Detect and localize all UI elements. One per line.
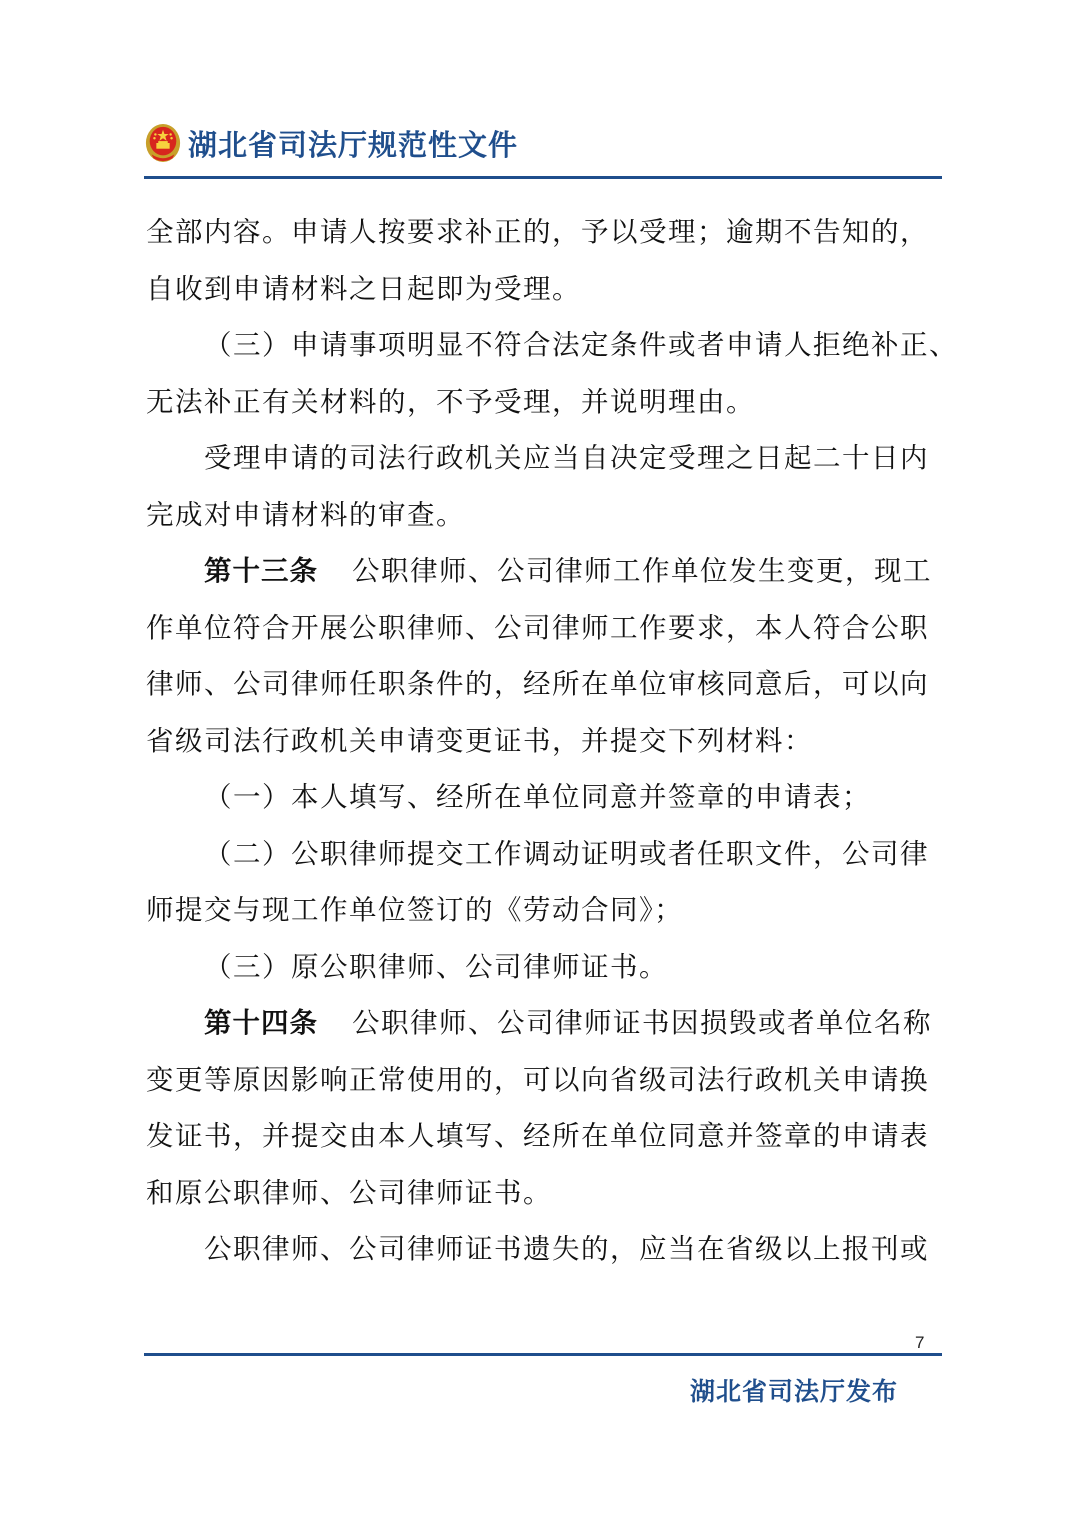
article-13-heading: 第十三条 bbox=[204, 555, 318, 587]
body-line: （三）原公职律师、公司律师证书。 bbox=[204, 950, 668, 983]
article-14-text: 公职律师、公司律师证书因损毁或者单位名称 bbox=[352, 1007, 932, 1039]
body-line: 无法补正有关材料的，不予受理，并说明理由。 bbox=[146, 385, 755, 418]
body-line: 作单位符合开展公职律师、公司律师工作要求，本人符合公职 bbox=[146, 611, 929, 644]
document-body bbox=[146, 204, 958, 1278]
footer-divider bbox=[144, 1353, 942, 1356]
body-line: 发证书，并提交由本人填写、经所在单位同意并签章的申请表 bbox=[146, 1120, 929, 1152]
body-line: 公职律师、公司律师证书遗失的，应当在省级以上报刊或 bbox=[204, 1233, 929, 1265]
header-divider bbox=[144, 176, 942, 179]
body-line: （二）公职律师提交工作调动证明或者任职文件，公司律 bbox=[204, 837, 929, 870]
body-line: 完成对申请材料的审查。 bbox=[146, 498, 465, 531]
page-number: 7 bbox=[915, 1333, 925, 1352]
body-line: （三）申请事项明显不符合法定条件或者申请人拒绝补正、 bbox=[204, 329, 958, 361]
body-line: 全部内容。申请人按要求补正的，予以受理；逾期不告知的， bbox=[146, 216, 929, 248]
footer-publisher: 湖北省司法厅发布 bbox=[690, 1377, 899, 1406]
national-emblem-icon bbox=[144, 122, 182, 164]
document-header bbox=[144, 118, 518, 168]
article-13-line bbox=[146, 543, 936, 600]
article-13-text: 公职律师、公司律师工作单位发生变更，现工 bbox=[352, 555, 932, 587]
body-line: 律师、公司律师任职条件的，经所在单位审核同意后，可以向 bbox=[146, 668, 929, 700]
body-line: 省级司法行政机关申请变更证书，并提交下列材料： bbox=[146, 724, 813, 757]
body-line: 师提交与现工作单位签订的《劳动合同》； bbox=[146, 894, 684, 926]
body-line: 和原公职律师、公司律师证书。 bbox=[146, 1176, 552, 1209]
article-14-heading: 第十四条 bbox=[204, 1007, 318, 1039]
body-line: （一）本人填写、经所在单位同意并签章的申请表； bbox=[204, 781, 871, 813]
header-title: 湖北省司法厅规范性文件 bbox=[188, 127, 519, 162]
body-line: 自收到申请材料之日起即为受理。 bbox=[146, 272, 581, 305]
article-14-line bbox=[146, 995, 936, 1052]
body-line: 变更等原因影响正常使用的，可以向省级司法行政机关申请换 bbox=[146, 1063, 929, 1096]
body-line: 受理申请的司法行政机关应当自决定受理之日起二十日内 bbox=[204, 442, 929, 474]
